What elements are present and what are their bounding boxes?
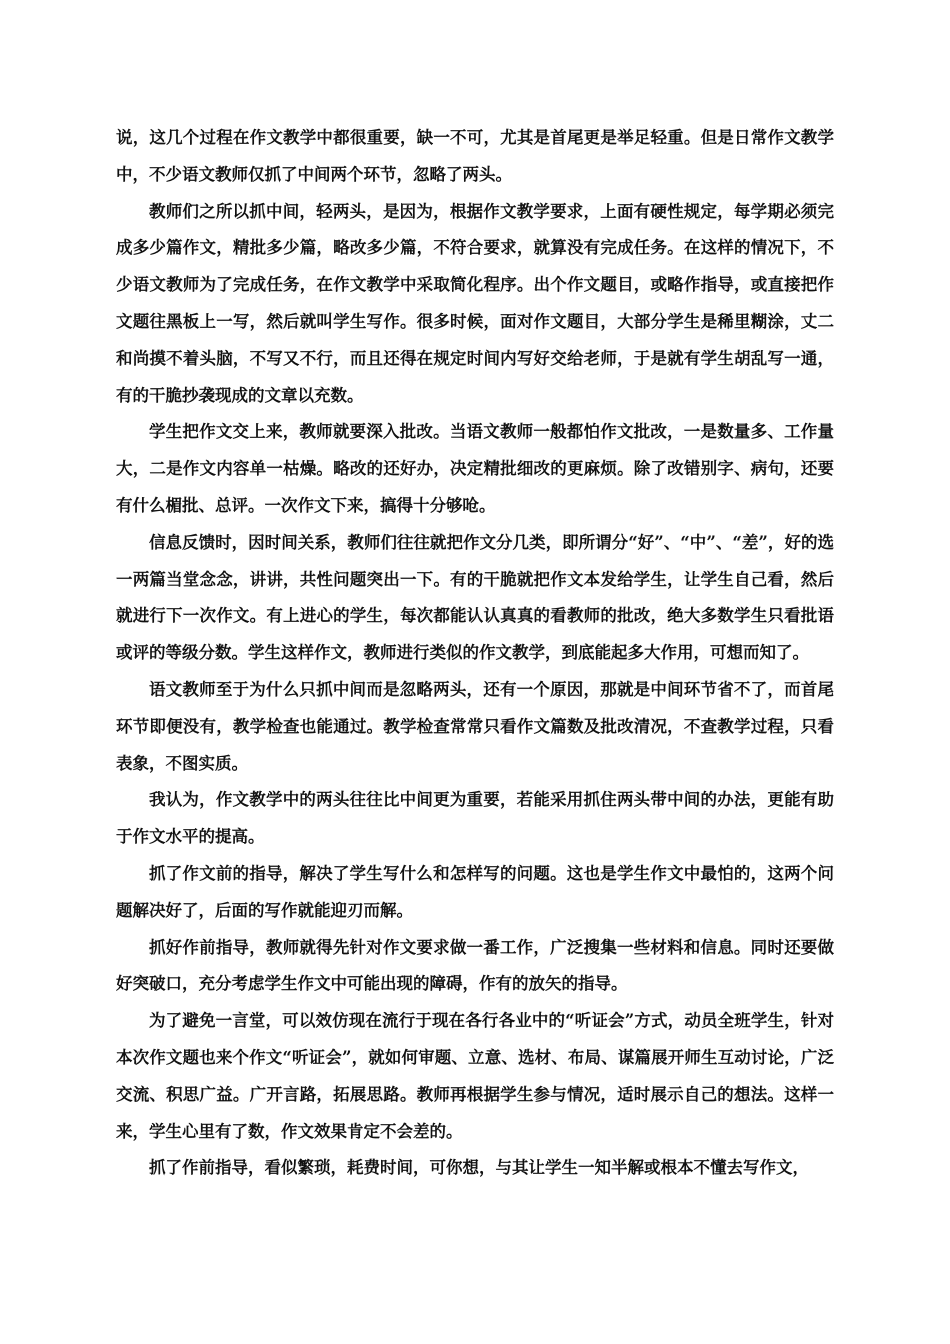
document-body bbox=[116, 120, 834, 1187]
paragraph: 教师们之所以抓中间，轻两头，是因为，根据作文教学要求，上面有硬性规定，每学期必须完成多少篇作文，精批多少篇，略改多少篇，不符合要求，就算没有完成任务。在这样的情况下，不少语文教师为了完成任务，在作文教学中采取简化程序。出个作文题目，或略作指导，或直接把作文题往黑板上一写，然后就叫学生写作。很多时候，面对作文题目，大部分学生是稀里糊涂，丈二和尚摸不着头脑，不写又不行，而且还得在规定时间内写好交给老师，于是就有学生胡乱写一通，有的干脆抄袭现成的文章以充数。 bbox=[116, 201, 834, 405]
paragraph: 抓好作前指导，教师就得先针对作文要求做一番工作，广泛搜集一些材料和信息。同时还要做好突破口，充分考虑学生作文中可能出现的障碍，作有的放矢的指导。 bbox=[116, 937, 834, 994]
paragraph-continuation: 说，这几个过程在作文教学中都很重要，缺一不可，尤其是首尾更是举足轻重。但是日常作文教学中，不少语文教师仅抓了中间两个环节，忽略了两头。 bbox=[116, 128, 834, 184]
paragraph: 为了避免一言堂，可以效仿现在流行于现在各行各业中的“听证会”方式，动员全班学生，针对本次作文题也来个作文“听证会”，就如何审题、立意、选材、布局、谋篇展开师生互动讨论，广泛交流、积思广益。广开言路，拓展思路。教师再根据学生参与情况，适时展示自己的想法。这样一来，学生心里有了数，作文效果肯定不会差的。 bbox=[116, 1011, 834, 1141]
paragraph: 抓了作前指导，看似繁琐，耗费时间，可你想，与其让学生一知半解或根本不懂去写作文， bbox=[149, 1158, 809, 1178]
paragraph: 信息反馈时，因时间关系，教师们往往就把作文分几类，即所谓分“好”、“中”、“差”，好的选一两篇当堂念念，讲讲，共性问题突出一下。有的干脆就把作文本发给学生，让学生自己看，然后就进行下一次作文。有上进心的学生，每次都能认认真真的看教师的批改，绝大多数学生只看批语或评的等级分数。学生这样作文，教师进行类似的作文教学，到底能起多大作用，可想而知了。 bbox=[116, 532, 834, 663]
paragraph: 我认为，作文教学中的两头往往比中间更为重要，若能采用抓住两头带中间的办法，更能有助于作文水平的提高。 bbox=[116, 790, 834, 847]
paragraph: 学生把作文交上来，教师就要深入批改。当语文教师一般都怕作文批改，一是数量多、工作量大，二是作文内容单一枯燥。略改的还好办，决定精批细改的更麻烦。除了改错别字、病句，还要有什么楣批、总评。一次作文下来，搞得十分够呛。 bbox=[116, 422, 834, 515]
paragraph: 语文教师至于为什么只抓中间而是忽略两头，还有一个原因，那就是中间环节省不了，而首尾环节即便没有，教学检查也能通过。教学检查常常只看作文篇数及批改清况，不查教学过程，只看表象，不图实质。 bbox=[116, 679, 834, 773]
paragraph: 抓了作文前的指导，解决了学生写什么和怎样写的问题。这也是学生作文中最怕的，这两个问题解决好了，后面的写作就能迎刃而解。 bbox=[116, 863, 834, 920]
